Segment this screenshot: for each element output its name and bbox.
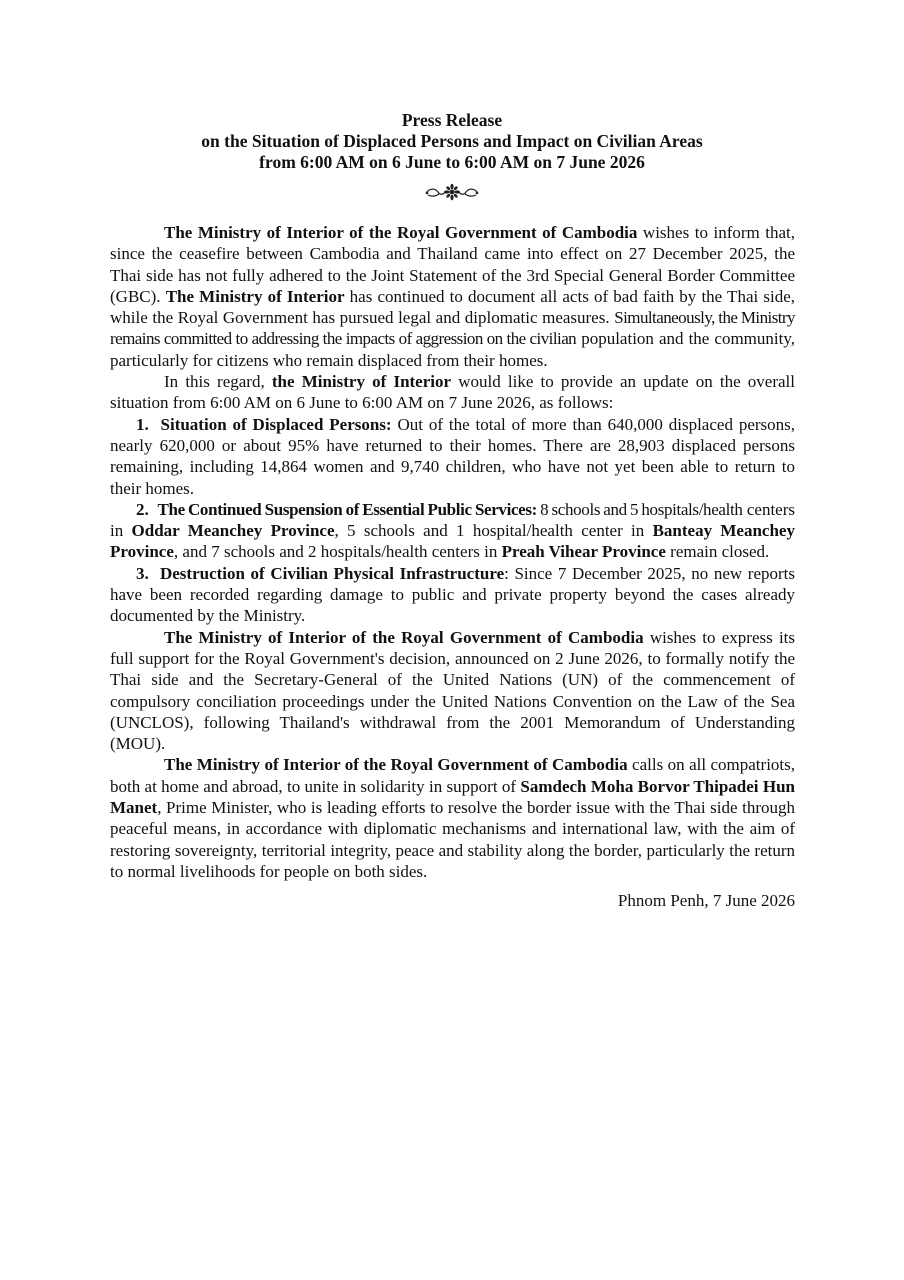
item-number: 2. [136, 499, 149, 519]
paragraph-update: In this regard, the Ministry of Interior would like to provide an update on the overall situation from 6:00 AM on 6 June to 6:00 AM on 7 June 2026, as follows: [110, 372, 795, 413]
paragraph-support: The Ministry of Interior of the Royal Government of Cambodia wishes to express its full support for the Royal Government's decision, announced on 2 June 2026, to formally notify the Thai side and the Secretary-General of the United Nations (UN) of the commencement of compulsory conciliation proceedings under the United Nations Convention on the Law of the Sea (UNCLOS), following Thailand's withdrawal from the 2001 Memorandum of Understanding (MOU). [110, 627, 796, 754]
press-release-period: from 6:00 AM on 6 June to 6:00 AM on 7 June 2026 [259, 152, 645, 172]
item-number: 3. [136, 563, 149, 583]
floral-ornament-icon [0, 180, 904, 204]
list-item-displaced-persons: 1. Situation of Displaced Persons: Out of the total of more than 640,000 displaced persons, nearly 620,000 or about 95% have returned to their homes. There are 28,903 displaced persons remaining, including 14,864 women and 9,740 children, who have not yet been able to return to their homes. [110, 414, 796, 498]
paragraph-call: The Ministry of Interior of the Royal Government of Cambodia calls on all compatriots, both at home and abroad, to unite in solidarity in support of Samdech Moha Borvor Thipadei Hun Manet, Prime Minister, who is leading efforts to resolve the border issue with the Thai side through peaceful means, in accordance with diplomatic mechanisms and international law, with the aim of restoring sovereignty, territorial integrity, peace and stability along the border, particularly the return to normal livelihoods for people on both sides. [110, 755, 795, 881]
document-body [110, 222, 795, 912]
item-title: Destruction of Civilian Physical Infrastructure [159, 563, 505, 583]
press-release-subtitle: on the Situation of Displaced Persons and Impact on Civilian Areas [201, 131, 703, 151]
place-date-signature: Phnom Penh, 7 June 2026 [617, 891, 795, 911]
list-item-infrastructure: 3. Destruction of Civilian Physical Infrastructure: Since 7 December 2025, no new reports have been recorded regarding damage to public and private property beyond the cases already documented by the Ministry. [110, 563, 795, 626]
item-title: The Continued Suspension of Essential Public Services: [157, 499, 537, 519]
ministry-short-name: The Ministry of Interior [165, 286, 345, 306]
list-item-public-services: 2. The Continued Suspension of Essential Public Services: 8 schools and 5 hospitals/health centers in Oddar Meanchey Province, 5 schools and 1 hospital/health center in Banteay Meanchey Province, and 7 schools and 2 hospitals/health centers in Preah Vihear Province remain closed. [110, 499, 796, 562]
prime-minister-name: Samdech Moha Borvor Thipadei Hun Manet [110, 776, 795, 818]
item-title: Situation of Displaced Persons: [160, 414, 392, 434]
document-header [0, 110, 904, 173]
press-release-title: Press Release [401, 110, 503, 130]
ministry-name: The Ministry of Interior of the Royal Government of Cambodia [164, 223, 638, 242]
paragraph-intro: The Ministry of Interior of the Royal Government of Cambodia wishes to inform that, since the ceasefire between Cambodia and Thailand came into effect on 27 December 2025, the Thai side has not fully adhered to the Joint Statement of the 3rd Special General Border Committee (GBC). The Ministry of Interior has continued to document all acts of bad faith by the Thai side, while the Royal Government has pursued legal and diplomatic measures. Simultaneously, the Ministry remains committed to addressing the impacts of aggression on the civilian population and the community, particularly for citizens who remain displaced from their homes. [110, 223, 796, 370]
item-number: 1. [136, 414, 149, 434]
